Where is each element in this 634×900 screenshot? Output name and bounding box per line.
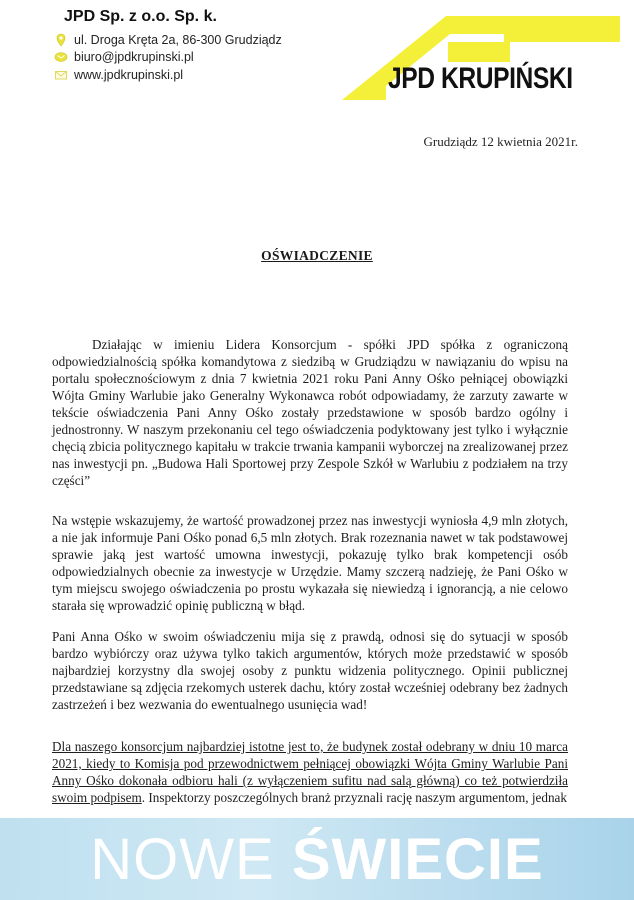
address-row bbox=[54, 33, 282, 47]
paragraph-1 bbox=[52, 336, 568, 489]
footer-brand-part2: ŚWIECIE bbox=[291, 827, 544, 892]
email-text[interactable]: biuro@jpdkrupinski.pl bbox=[74, 50, 194, 64]
paragraph-4-underlined-text: Dla naszego konsorcjum najbardziej istotne jest to, że budynek został odebrany w dniu 10 marca 2021, kiedy to Komisja pod przewodnictwem pełniącej obowiązki Wójta Gminy Warlubie Pani Anny Ośko dokonała odbioru hali (z wyłączeniem sufitu nad salą główną) co też potwierdziła swoim podpisem bbox=[52, 739, 568, 805]
document-date: Grudziądz 12 kwietnia 2021r. bbox=[423, 134, 578, 149]
paragraph-4 bbox=[52, 738, 568, 806]
logo-text: JPD KRUPIŃSKI bbox=[388, 62, 573, 95]
company-name: JPD Sp. z o.o. Sp. k. bbox=[64, 8, 217, 25]
paragraph-3 bbox=[52, 628, 568, 713]
paragraph-2-text: Na wstępie wskazujemy, że wartość prowadzonej przez nas inwestycji wyniosła 4,9 mln złotych, a nie jak informuje Pani Ośko ponad 6,5 mln złotych. Brak rozeznania nawet w tak podstawowej sprawie jaką jest wartość umowna inwestycji, pokazuję tylko brak kompetencji osób odpowiedzialnych obecnie za inwestycje w Urzędzie. Mamy szczerą nadzieję, że Pani Ośko w tym miejscu swojego oświadczenia po prostu wykazała się niewiedzą i ignorancją, a nie celowo starała się wprowadzić opinię publiczną w błąd. bbox=[52, 513, 568, 613]
document-title: OŚWIADCZENIE bbox=[261, 248, 373, 263]
email-row bbox=[54, 50, 194, 64]
paragraph-3-text: Pani Anna Ośko w swoim oświadczeniu mija się z prawdą, odnosi się do sytuacji w sposób bardzo wybiórczy oraz używa tylko takich argumentów, których może przedstawić w sposób najbardziej korzystny dla swojej osoby z punktu widzenia politycznego. Opinii publicznej przedstawiane są zdjęcia rzekomych usterek dachu, który został wcześniej odebrany bez żadnych zastrzeżeń i bez wezwania do ewentualnego usunięcia wad! bbox=[52, 629, 568, 712]
envelope-icon bbox=[54, 68, 68, 82]
footer-watermark bbox=[0, 826, 634, 893]
website-row bbox=[54, 68, 183, 82]
paragraph-1-text: Działając w imieniu Lidera Konsorcjum - spółki JPD spółka z ograniczoną odpowiedzialnością spółka komandytowa z siedzibą w Grudziądzu w nawiązaniu do wpisu na portalu społecznościowym z dnia 7 kwietnia 2021 roku Pani Anny Ośko pełniącej obowiązki Wójta Gminy Warlubie jako Generalny Wykonawca robót odpowiadamy, że zarzuty zawarte w tekście oświadczenia Pani Anny Ośko zostały przedstawione w sposób bardzo ogólny i jednostronny. W naszym przekonaniu cel tego oświadczenia podyktowany jest tylko i wyłącznie chęcią zbicia politycznego kapitału w trakcie trwania kampanii wyborczej na zrealizowanej przez nas inwestycji pn. „Budowa Hali Sportowej przy Zespole Szkół w Warlubiu z podziałem na trzy części” bbox=[52, 337, 568, 488]
address-text: ul. Droga Kręta 2a, 86-300 Grudziądz bbox=[74, 33, 282, 47]
location-pin-icon bbox=[54, 33, 68, 47]
website-text[interactable]: www.jpdkrupinski.pl bbox=[74, 68, 184, 82]
footer-brand-part1: NOWE bbox=[90, 827, 275, 892]
logo-chimney-shape bbox=[448, 42, 510, 62]
email-icon bbox=[54, 50, 68, 64]
paragraph-4-rest-text: . Inspektorzy poszczególnych branż przyznali rację naszym argumentom, jednak bbox=[141, 790, 568, 805]
paragraph-2 bbox=[52, 512, 568, 614]
